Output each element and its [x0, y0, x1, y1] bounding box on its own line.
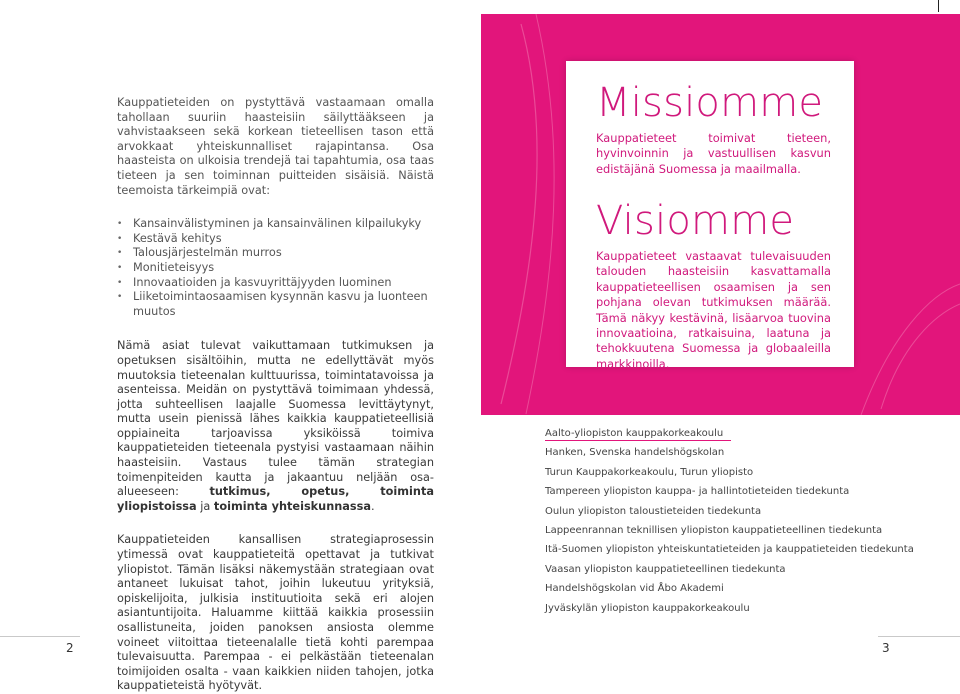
- page-number-left: 2: [66, 641, 74, 655]
- intro-paragraph: Kauppatieteiden on pystyttävä vastaamaan omalla tahollaan suuriin haasteisiin säilyttääkseen ja vahvistaakseen sekä korkean tieteellisen tason että arvokkaat yhteiskunnalliset rajapintansa. Osa haasteista on ulkoisia trendejä tai tapahtumia, osa taas tieteen ja sen toiminnan puitteiden sisäisiä. Näistä teemoista tärkeimpiä ovat:: [117, 96, 434, 197]
- crop-mark: [938, 0, 939, 12]
- list-item: Oulun yliopiston taloustieteiden tiedekunta: [545, 505, 762, 517]
- strategy-paragraph: [117, 339, 434, 514]
- list-item: Aalto-yliopiston kauppakorkeakoulu: [545, 424, 914, 443]
- thanks-paragraph: Kauppatieteiden kansallisen strategiaprosessin ytimessä ovat kauppatieteitä opettavat ja tutkivat yliopistot. Tämän lisäksi näkemystään strategiaan ovat antaneet lukuisat tahot, joihin lukeutuu yrityksiä, opiskelijoita, julkisia instituutioita sekä eri alojen asiantuntijoita. Haluamme kiittää kaikkia prosessiin osallistuneita, joiden panoksen ansiosta olemme voineet viitoittaa tieteenalalle tietä kohti parempaa tulevaisuutta. Parempaa - ei pelkästään tieteenalan toimijoiden osalta - vaan kaikkien niiden tahojen, jotka kauppatieteistä hyötyvät.: [117, 533, 434, 693]
- left-text-column: [117, 96, 434, 694]
- mission-text: Kauppatieteet toimivat tieteen, hyvinvoinnin ja vastuullisen kasvun edistäjänä Suomessa ja maailmalla.: [596, 131, 831, 176]
- strategy-text: Nämä asiat tulevat vaikuttamaan tutkimuksen ja opetuksen sisältöihin, mutta ne edellyttävät myös muutoksia tieteenalan kulttuurissa, toimintatavoissa ja asenteissa. Meidän on pystyttävä toimimaan yhdessä, jotta suhteellisen laajalle Suomessa levittäytynyt, mutta usein pienissä lähes kaikkia kauppatieteellisiä oppiaineita tarjoavissa yksiköissä toimiva kauppatieteiden tieteenala pystyisi vastaamaan näihin haasteisiin. Vastaus tulee tämän strategian toimenpiteiden kautta ja jakaantuu neljään osa-alueeseen:: [117, 339, 434, 499]
- university-list: [545, 424, 914, 618]
- page-number-right: 3: [882, 641, 890, 655]
- list-item: Tampereen yliopiston kauppa- ja hallintotieteiden tiedekunta: [545, 486, 850, 498]
- underline: [545, 440, 731, 441]
- vision-text: Kauppatieteet vastaavat tulevaisuuden talouden haasteisiin kasvattamalla kauppatieteellisen osaamisen ja sen pohjana olevan tutkimuksen määrää. Tämä näkyy kestävinä, lisäarvoa tuovina innovaatioina, ratkaisuina, laatuna ja tehokkuutena Suomessa ja globaaleilla markkinoilla.: [596, 249, 831, 371]
- page-number-rule: [878, 636, 960, 637]
- list-item: • Talousjärjestelmän murros: [117, 246, 434, 261]
- strategy-bold-society: toiminta yhteiskunnassa: [213, 499, 371, 513]
- mission-heading: Missiomme: [596, 80, 824, 126]
- list-item: Jyväskylän yliopiston kauppakorkeakoulu: [545, 602, 750, 614]
- list-item: • Liiketoimintaosaamisen kysynnän kasvu ja luonteen muutos: [117, 290, 434, 319]
- list-item: Itä-Suomen yliopiston yhteiskuntatieteiden ja kauppatieteiden tiedekunta: [545, 544, 914, 556]
- mission-vision-card: [566, 61, 854, 371]
- list-item: • Kestävä kehitys: [117, 232, 434, 247]
- strategy-joiner: ja: [196, 499, 214, 513]
- list-item: • Innovaatioiden ja kasvuyrittäjyyden luominen: [117, 276, 434, 291]
- page-number-rule: [0, 636, 80, 637]
- list-item: Hanken, Svenska handelshögskolan: [545, 447, 725, 459]
- strategy-bold-areas: tutkimus, opetus, toiminta yliopistoissa: [117, 485, 434, 513]
- list-item: Handelshögskolan vid Åbo Akademi: [545, 583, 724, 595]
- vision-heading: Visiomme: [596, 198, 795, 244]
- list-item: • Kansainvälistyminen ja kansainvälinen kilpailukyky: [117, 217, 434, 232]
- list-item: • Monitieteisyys: [117, 261, 434, 276]
- list-item: Lappeenrannan teknillisen yliopiston kauppatieteellinen tiedekunta: [545, 524, 883, 536]
- list-item: Turun Kauppakorkeakoulu, Turun yliopisto: [545, 466, 754, 478]
- list-item: Vaasan yliopiston kauppatieteellinen tiedekunta: [545, 563, 786, 575]
- strategy-end: .: [371, 499, 375, 513]
- challenge-list: [117, 217, 434, 319]
